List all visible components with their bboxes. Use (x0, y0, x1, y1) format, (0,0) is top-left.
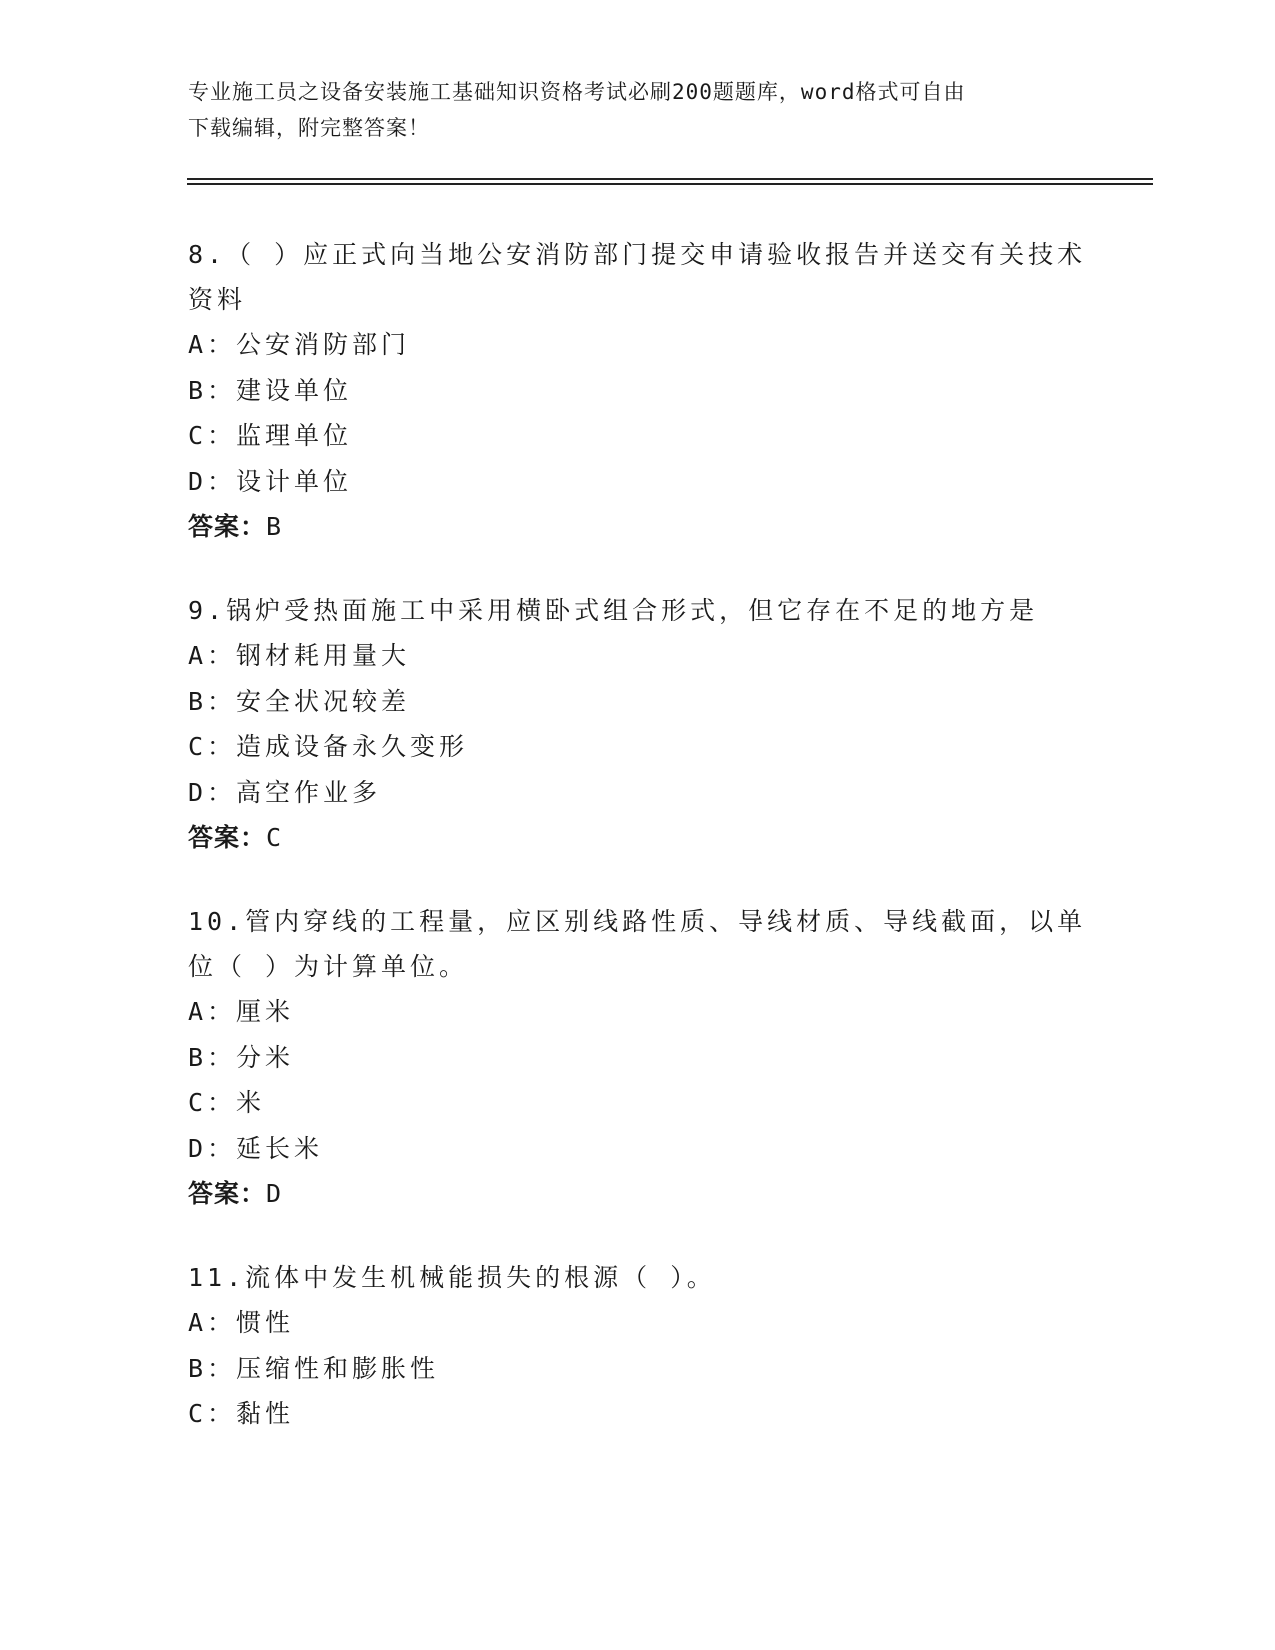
answer-label: 答案： (188, 1179, 267, 1208)
answer-line (188, 504, 1088, 550)
question-stem: 8.（ ）应正式向当地公安消防部门提交申请验收报告并送交有关技术 (188, 240, 1087, 269)
option-c: C：监理单位 (188, 421, 353, 450)
option-a: A：厘米 (188, 997, 295, 1026)
header-rule-top (187, 178, 1153, 180)
header-line-1: 专业施工员之设备安装施工基础知识资格考试必刷200题题库，word格式可自由 (188, 80, 966, 104)
option-b: B：压缩性和膨胀性 (188, 1353, 440, 1383)
answer-label: 答案： (188, 512, 267, 541)
question-stem: 10.管内穿线的工程量，应区别线路性质、导线材质、导线截面，以单 (188, 907, 1087, 936)
option-b: B：安全状况较差 (188, 686, 411, 716)
option-a: A：公安消防部门 (188, 330, 411, 359)
option-b: B：分米 (188, 1042, 295, 1072)
answer-value: B (266, 512, 283, 541)
answer-line (188, 815, 1088, 861)
option-c: C：黏性 (188, 1399, 295, 1428)
question-10 (188, 899, 1088, 1217)
question-stem-continued: 位（ ）为计算单位。 (188, 952, 469, 981)
question-stem: 11.流体中发生机械能损失的根源（ ）。 (188, 1263, 716, 1292)
question-11 (188, 1255, 1088, 1437)
question-stem: 9.锅炉受热面施工中采用横卧式组合形式，但它存在不足的地方是 (188, 596, 1039, 625)
option-c: C：米 (188, 1088, 266, 1117)
header-rule-bottom (187, 183, 1153, 185)
header-line-2: 下载编辑，附完整答案！ (188, 116, 430, 140)
option-a: A：惯性 (188, 1308, 295, 1337)
document-header (188, 74, 1068, 146)
option-b: B：建设单位 (188, 375, 353, 405)
answer-line (188, 1171, 1088, 1217)
option-d: D：延长米 (188, 1133, 324, 1163)
option-c: C：造成设备永久变形 (188, 732, 469, 761)
option-d: D：高空作业多 (188, 777, 382, 807)
question-8 (188, 232, 1088, 550)
option-a: A：钢材耗用量大 (188, 641, 411, 670)
question-9 (188, 588, 1088, 861)
answer-label: 答案： (188, 823, 267, 852)
option-d: D：设计单位 (188, 466, 353, 496)
answer-value: D (266, 1179, 283, 1208)
answer-value: C (266, 823, 283, 852)
question-list (188, 232, 1088, 1475)
question-stem-continued: 资料 (188, 285, 247, 314)
